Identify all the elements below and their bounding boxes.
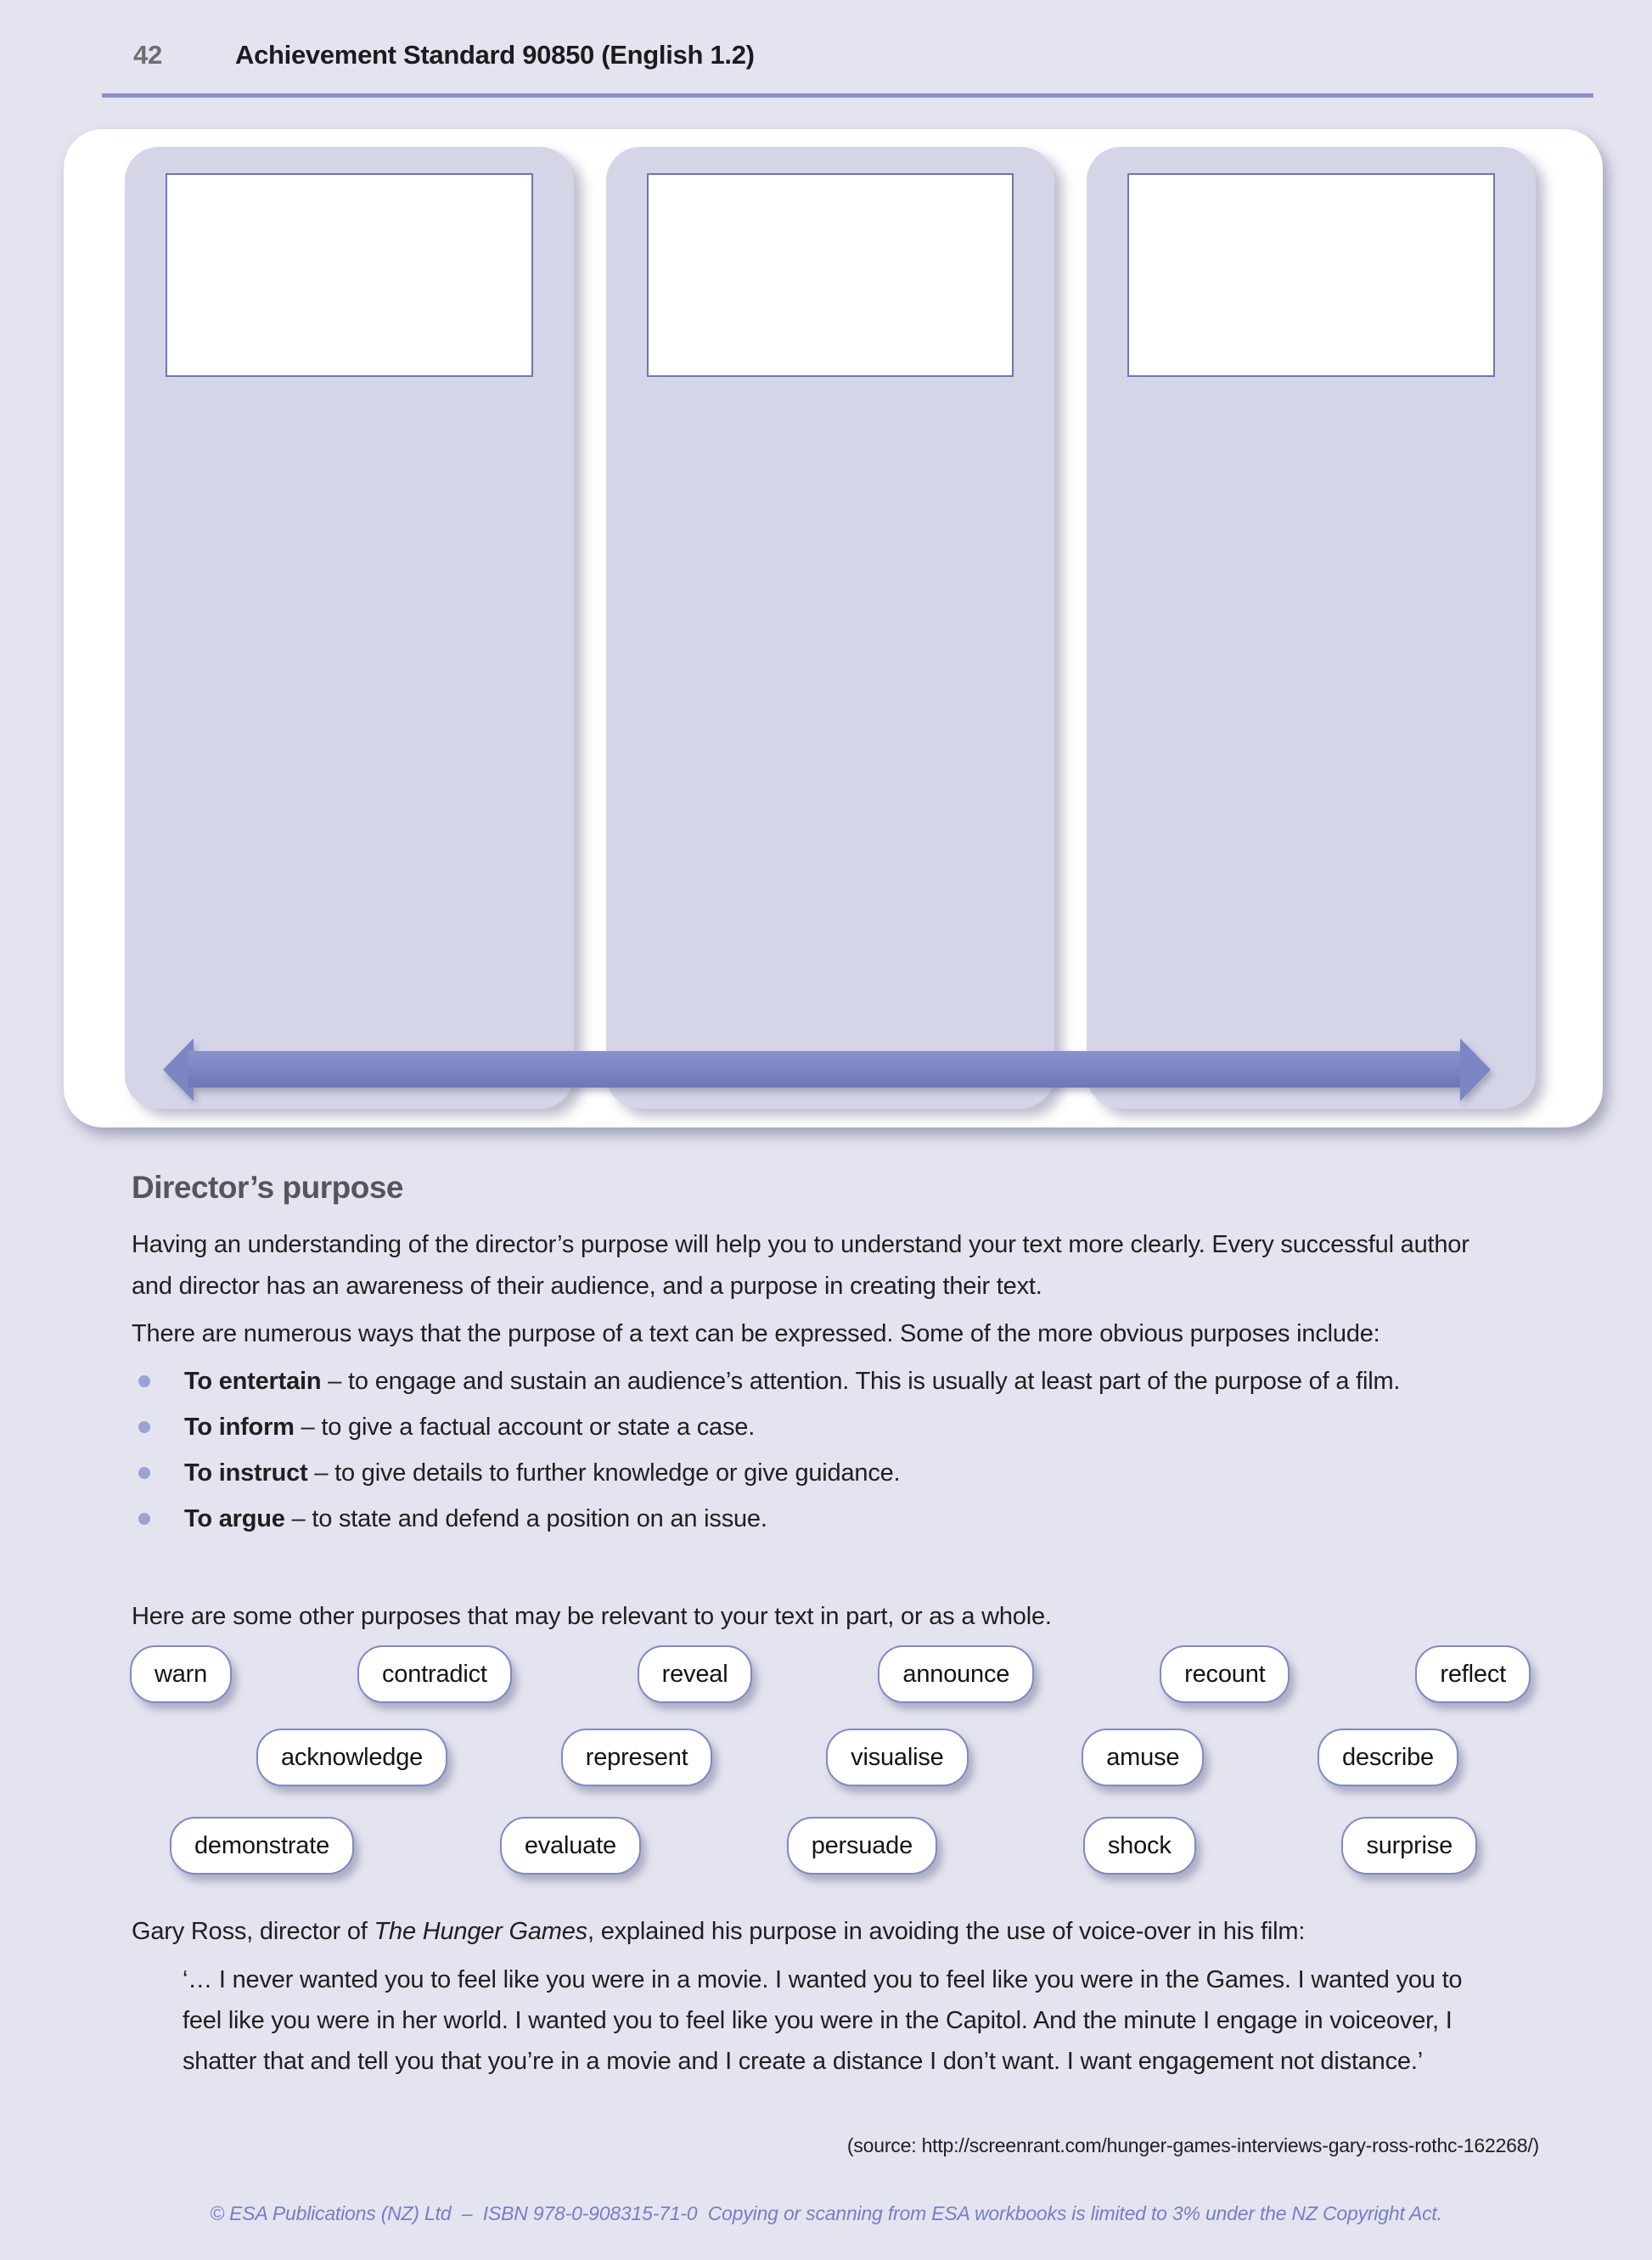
intro-paragraph-1: Having an understanding of the director’s purpose will help you to understand your text more clearly. Every successful author and director has an awareness of their audience, and a purpose in creating their text. [132,1231,1469,1300]
bullet-text: – to engage and sustain an audience’s attention. This is usually at least part of the purpose of a film. [321,1368,1401,1395]
purpose-pill-describe: describe [1318,1729,1458,1786]
bullet-item-argue [132,1498,1545,1540]
page-number: 42 [133,40,163,70]
bullet-dot-icon [138,1421,150,1433]
gary-ross-intro [132,1911,1575,1953]
storyboard-panel-1 [125,147,574,1109]
purpose-pill-warn: warn [130,1645,232,1703]
bullet-item-entertain [132,1360,1545,1403]
bullet-term: To entertain [184,1368,322,1395]
purpose-pill-evaluate: evaluate [500,1817,641,1875]
purpose-pill-reflect: reflect [1415,1645,1531,1703]
header-title: Achievement Standard 90850 (English 1.2) [235,40,755,70]
bullet-text: – to give details to further knowledge or give guidance. [307,1459,901,1487]
gary-intro-post: , explained his purpose in avoiding the use of voice-over in his film: [587,1918,1306,1945]
purpose-pill-acknowledge: acknowledge [256,1729,447,1786]
bullet-dot-icon [138,1375,150,1387]
copyright-footer: © ESA Publications (NZ) Ltd – ISBN 978-0-908315-71-0 Copying or scanning from ESA workbooks is limited to 3% under the NZ Copyright Act. [210,2202,1442,2224]
double-headed-arrow [163,1038,1491,1101]
section-heading: Director’s purpose [132,1170,403,1205]
writing-box-2[interactable] [647,173,1014,377]
purpose-pill-announce: announce [878,1645,1034,1703]
purpose-pill-shock: shock [1083,1817,1196,1875]
purpose-pill-reveal: reveal [638,1645,753,1703]
gary-ross-quote: ‘… I never wanted you to feel like you were in a movie. I wanted you to feel like you were in the Games. I wanted you to feel like you were in her world. I wanted you to feel like you were in the Capitol. And the minute I engage in voiceover, I shatter that and tell you that you’re in a movie and I create a distance I don’t want. I want engagement not distance.’ [183,1966,1463,2075]
purpose-pill-amuse: amuse [1082,1729,1204,1786]
bullet-dot-icon [138,1467,150,1479]
writing-box-1[interactable] [166,173,533,377]
purpose-pill-row-1 [130,1645,1531,1703]
purpose-pill-surprise: surprise [1341,1817,1477,1875]
intro-paragraph-2: There are numerous ways that the purpose of a text can be expressed. Some of the more obvious purposes include: [132,1320,1380,1347]
bullet-term: To instruct [184,1459,308,1487]
arrow-right-head-icon [1460,1038,1491,1101]
source-attribution: (source: http://screenrant.com/hunger-games-interviews-gary-ross-rothc-162268/) [846,2134,1539,2156]
purpose-pill-visualise: visualise [826,1729,968,1786]
other-purposes-intro: Here are some other purposes that may be relevant to your text in part, or as a whole. [132,1603,1052,1630]
gary-intro-pre: Gary Ross, director of [132,1918,374,1945]
bullet-item-instruct [132,1452,1545,1494]
storyboard-panel-3 [1087,147,1536,1109]
bullet-text: – to state and defend a position on an issue. [284,1505,767,1532]
bullet-term: To argue [184,1505,285,1532]
bullet-item-inform [132,1406,1545,1448]
bullet-term: To inform [184,1414,295,1441]
storyboard-card [64,129,1603,1127]
purpose-pill-demonstrate: demonstrate [170,1817,354,1875]
bullet-text: – to give a factual account or state a case. [294,1414,756,1441]
arrow-body [188,1051,1465,1088]
storyboard-panel-2 [606,147,1055,1109]
purpose-pill-represent: represent [561,1729,713,1786]
header-rule [102,93,1593,98]
writing-box-3[interactable] [1127,173,1495,377]
bullet-dot-icon [138,1513,150,1525]
purpose-pill-persuade: persuade [787,1817,937,1875]
purpose-bullet-list [132,1360,1545,1543]
purpose-pill-contradict: contradict [357,1645,512,1703]
film-title: The Hunger Games [374,1918,587,1945]
purpose-pill-row-2 [256,1729,1458,1786]
purpose-pill-recount: recount [1160,1645,1290,1703]
purpose-pill-row-3 [170,1817,1477,1875]
